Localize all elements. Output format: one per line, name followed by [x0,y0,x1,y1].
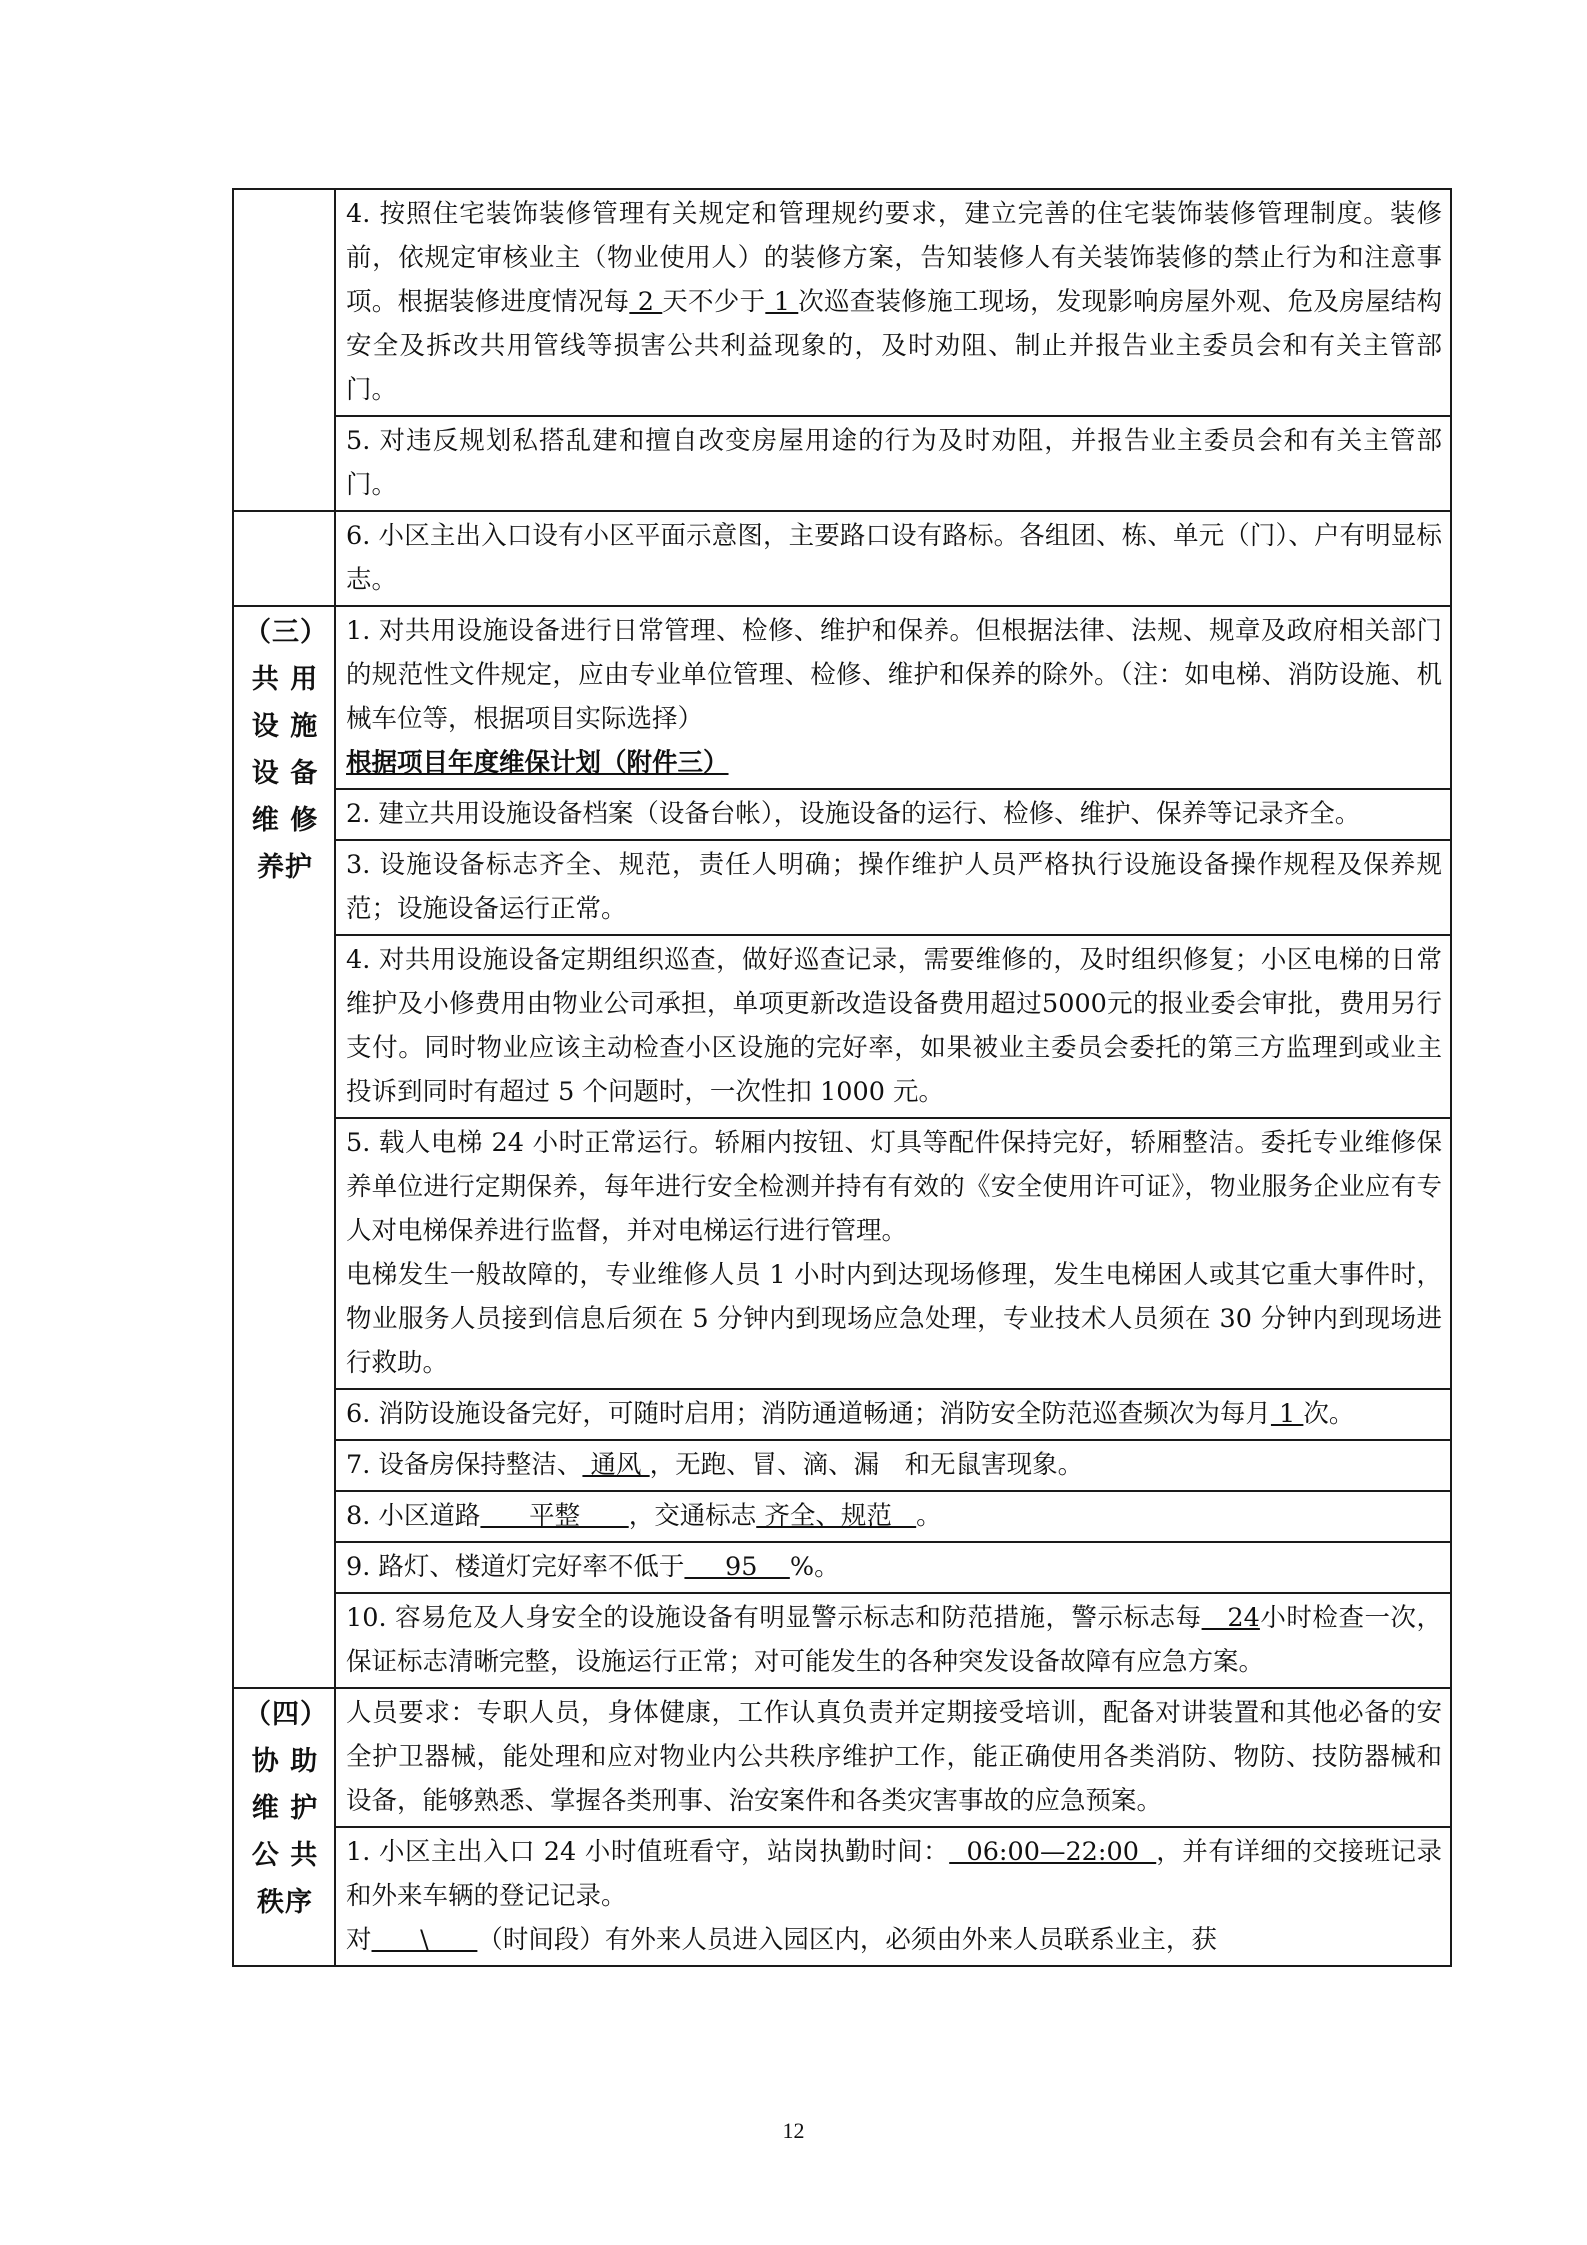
content-cell [335,1389,1451,1440]
item-5-text: 5. 对违反规划私搭乱建和擅自改变房屋用途的行为及时劝阻，并报告业主委员会和有关主管部门。 [346,426,1442,500]
content-cell [335,1688,1451,1827]
table-row [233,1688,1451,1827]
s3-item-7-text: 7. 设备房保持整洁、 通风 ，无跑、冒、滴、漏 和无鼠害现象。 [346,1450,1084,1480]
content-cell [335,1827,1451,1966]
s3-item-10-text: 10. 容易危及人身安全的设施设备有明显警示标志和防范措施，警示标志每 24小时检查一次，保证标志清晰完整，设施运行正常；对可能发生的各种突发设备故障有应急方案。 [346,1603,1442,1677]
s3-item-3-text: 3. 设施设备标志齐全、规范，责任人明确；操作维护人员严格执行设施设备操作规程及保养规范；设施设备运行正常。 [346,850,1442,924]
content-cell [335,1542,1451,1593]
s4-visitor-rule-text: 对 \ （时间段）有外来人员进入园区内，必须由外来人员联系业主，获 [346,1925,1217,1955]
table-row [233,189,1451,416]
content-cell [335,189,1451,416]
s3-maintenance-plan-text: 根据项目年度维保计划（附件三） [346,748,729,778]
table-row [233,1491,1451,1542]
table-row [233,1593,1451,1688]
property-service-standards-table [232,188,1452,1967]
inspection-times-value: 1 [765,287,799,317]
item-4-text: 4. 按照住宅装饰装修管理有关规定和管理规约要求，建立完善的住宅装饰装修管理制度。装修前，依规定审核业主（物业使用人）的装修方案，告知装修人有关装饰装修的禁止行为和注意事项。根据装修进度情况每 2 天不少于 1 次巡查装修施工现场，发现影响房屋外观、危及房屋结构安全及拆改共用管线等损害公共利益现象的，及时劝阻、制止并报告业主委员会和有关主管部门。 [346,199,1442,405]
document-table-wrapper [232,188,1452,1967]
table-row [233,1440,1451,1491]
s4-item-1-text: 1. 小区主出入口 24 小时值班看守，站岗执勤时间： 06:00—22:00 ，并有详细的交接班记录和外来车辆的登记记录。 [346,1837,1442,1911]
section-3-label: （三） 共 用 设 施 设 备 维 修 养护 [244,617,328,883]
visitor-time-period-value: \ [371,1925,478,1955]
content-cell [335,1118,1451,1389]
s4-staff-requirements-text: 人员要求：专职人员，身体健康，工作认真负责并定期接受培训，配备对讲装置和其他必备的安全护卫器械，能处理和应对物业内公共秩序维护工作，能正确使用各类消防、物防、技防器械和设备，能够熟悉、掌握各类刑事、治安案件和各类灾害事故的应急预案。 [346,1698,1442,1816]
light-intact-rate-value: 95 [684,1552,790,1582]
s3-item-6-text: 6. 消防设施设备完好，可随时启用；消防通道畅通；消防安全防范巡查频次为每月 1 次。 [346,1399,1355,1429]
s3-item-8-text: 8. 小区道路 平整 ，交通标志 齐全、规范 。 [346,1501,942,1531]
s3-item-1-text: 1. 对共用设施设备进行日常管理、检修、维护和保养。但根据法律、法规、规章及政府相关部门的规范性文件规定，应由专业单位管理、检修、维护和保养的除外。（注：如电梯、消防设施、机械车位等，根据项目实际选择） [346,616,1442,734]
content-cell [335,606,1451,789]
equipment-room-ventilation-value: 通风 [582,1450,650,1480]
content-cell [335,511,1451,606]
table-row [233,1118,1451,1389]
item-6-text: 6. 小区主出入口设有小区平面示意图，主要路口设有路标。各组团、栋、单元（门）、户有明显标志。 [346,521,1442,595]
duty-time-value: 06:00—22:00 [949,1837,1157,1867]
table-row [233,1389,1451,1440]
category-cell-empty [233,511,335,606]
s3-item-5-text: 5. 载人电梯 24 小时正常运行。轿厢内按钮、灯具等配件保持完好，轿厢整洁。委托专业维修保养单位进行定期保养，每年进行安全检测并持有有效的《安全使用许可证》，物业服务企业应有专人对电梯保养进行监督，并对电梯运行进行管理。 [346,1128,1442,1246]
inspection-days-value: 2 [629,287,663,317]
content-cell [335,789,1451,840]
fire-patrol-frequency-value: 1 [1270,1399,1304,1429]
content-cell [335,1440,1451,1491]
section-3-label-cell [233,606,335,1688]
table-row [233,789,1451,840]
table-row [233,840,1451,935]
category-cell-empty [233,189,335,511]
content-cell [335,1491,1451,1542]
table-row [233,1827,1451,1966]
warning-sign-check-hours-value: 24 [1201,1603,1260,1633]
table-row [233,935,1451,1118]
table-row [233,416,1451,511]
s3-item-5-fault-text: 电梯发生一般故障的，专业维修人员 1 小时内到达现场修理，发生电梯困人或其它重大事件时，物业服务人员接到信息后须在 5 分钟内到现场应急处理，专业技术人员须在 30 分钟内到现场进行救助。 [346,1260,1442,1378]
s3-item-9-text: 9. 路灯、楼道灯完好率不低于 95 %。 [346,1552,840,1582]
section-4-label: （四） 协 助 维 护 公 共 秩序 [244,1699,328,1918]
table-row [233,606,1451,789]
road-condition-value: 平整 [480,1501,629,1531]
content-cell [335,1593,1451,1688]
page-number: 12 [782,2118,805,2143]
table-row [233,1542,1451,1593]
content-cell [335,416,1451,511]
table-row [233,511,1451,606]
s3-item-2-text: 2. 建立共用设施设备档案（设备台帐），设施设备的运行、检修、维护、保养等记录齐全。 [346,799,1361,829]
content-cell [335,935,1451,1118]
section-4-label-cell [233,1688,335,1966]
traffic-sign-value: 齐全、规范 [756,1501,917,1531]
content-cell [335,840,1451,935]
s3-item-4-text: 4. 对共用设施设备定期组织巡查，做好巡查记录，需要维修的，及时组织修复；小区电梯的日常维护及小修费用由物业公司承担，单项更新改造设备费用超过5000元的报业委会审批，费用另行支付。同时物业应该主动检查小区设施的完好率，如果被业主委员会委托的第三方监理到或业主投诉到同时有超过 5 个问题时，一次性扣 1000 元。 [346,945,1442,1107]
